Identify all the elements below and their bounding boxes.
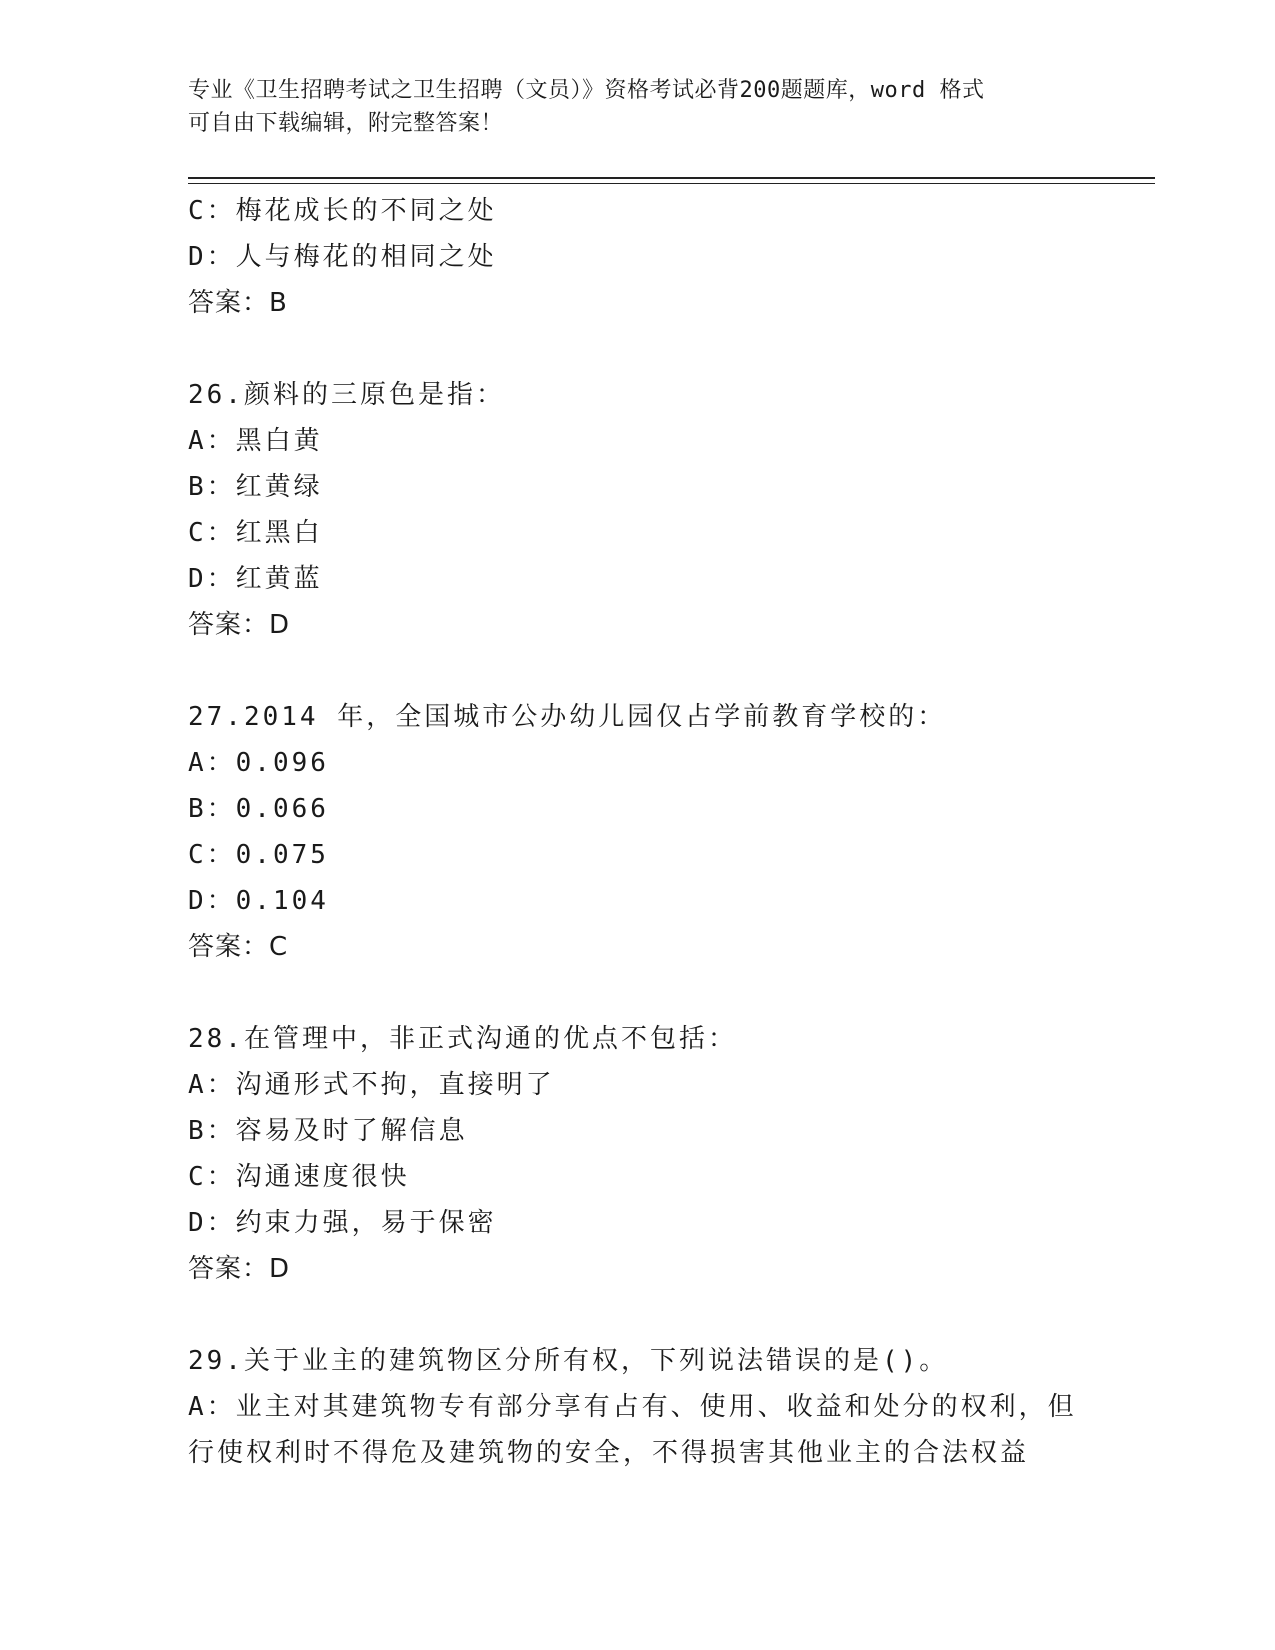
question-25-continued [188,188,1088,326]
spacer [188,970,1088,1016]
document-header [188,74,1068,140]
option-b: B：容易及时了解信息 [188,1116,468,1146]
question-stem: 26.颜料的三原色是指： [188,380,505,410]
header-subtitle-line: 可自由下载编辑，附完整答案！ [188,111,504,136]
question-stem: 28.在管理中，非正式沟通的优点不包括： [188,1024,737,1054]
header-title-line: 专业《卫生招聘考试之卫生招聘（文员）》资格考试必背200题题库，word 格式 [188,78,985,103]
question-26 [188,372,1088,648]
option-b: B：0.066 [188,794,329,824]
question-28 [188,1016,1088,1292]
answer-line: 答案：D [188,1254,291,1284]
answer-line: 答案：D [188,610,291,640]
option-a-continued: 行使权利时不得危及建筑物的安全，不得损害其他业主的合法权益 [188,1438,1030,1468]
option-c: C：沟通速度很快 [188,1162,410,1192]
answer-line: 答案：C [188,932,289,962]
option-b: B：红黄绿 [188,472,323,502]
option-c: C：红黑白 [188,518,323,548]
question-27 [188,694,1088,970]
question-stem: 27.2014 年，全国城市公办幼儿园仅占学前教育学校的： [188,702,947,732]
header-divider-thick [188,177,1155,179]
option-c: C：梅花成长的不同之处 [188,196,497,226]
option-a: A：业主对其建筑物专有部分享有占有、使用、收益和处分的权利，但 [188,1392,1077,1422]
spacer [188,1292,1088,1338]
option-a: A：沟通形式不拘，直接明了 [188,1070,555,1100]
option-d: D：约束力强，易于保密 [188,1208,497,1238]
option-d: D：0.104 [188,886,329,916]
option-a: A：0.096 [188,748,329,778]
header-divider-thin [188,183,1155,184]
answer-line: 答案：B [188,288,288,318]
option-d: D：人与梅花的相同之处 [188,242,497,272]
option-a: A：黑白黄 [188,426,323,456]
option-d: D：红黄蓝 [188,564,323,594]
question-list [188,188,1088,1476]
spacer [188,648,1088,694]
option-c: C：0.075 [188,840,329,870]
question-29 [188,1338,1088,1476]
spacer [188,326,1088,372]
question-stem: 29.关于业主的建筑物区分所有权，下列说法错误的是()。 [188,1346,949,1376]
